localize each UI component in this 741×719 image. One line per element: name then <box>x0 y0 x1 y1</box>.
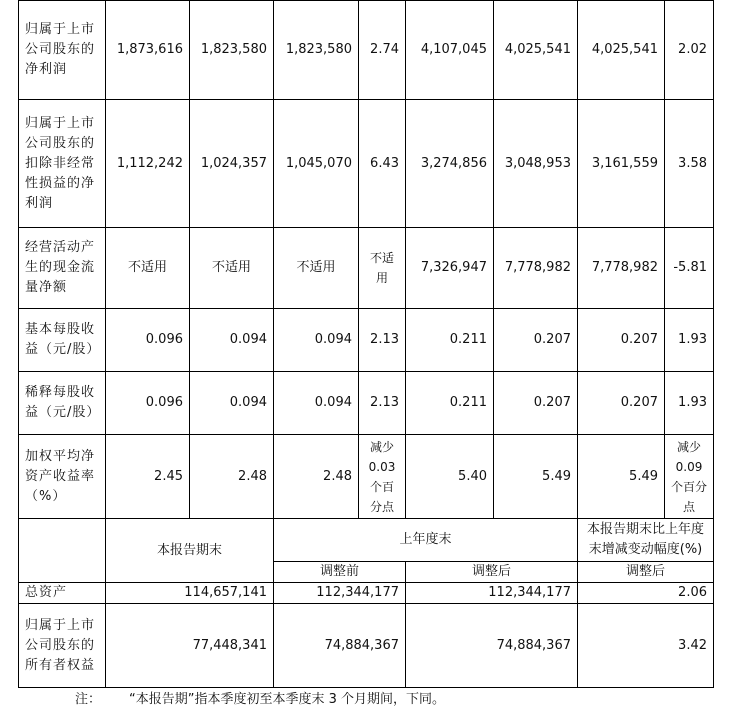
cell: 1,823,580 <box>190 1 274 100</box>
cell: 5.40 <box>406 435 494 519</box>
cell: 2.74 <box>359 1 406 100</box>
cell: 5.49 <box>494 435 578 519</box>
cell: 112,344,177 <box>274 583 406 604</box>
row-label: 归属于上市公司股东的净利润 <box>19 1 106 100</box>
cell: 3.58 <box>665 100 714 228</box>
cell: 6.43 <box>359 100 406 228</box>
cell: 5.49 <box>578 435 665 519</box>
cell: 0.207 <box>494 309 578 372</box>
cell: 0.207 <box>494 372 578 435</box>
header-change-pct: 本报告期末比上年度末增减变动幅度(%) <box>578 519 714 562</box>
row-label: 稀释每股收益（元/股） <box>19 372 106 435</box>
row-label: 基本每股收益（元/股） <box>19 309 106 372</box>
cell: 不适用 <box>359 228 406 309</box>
header-prior-year-end: 上年度末 <box>274 519 578 562</box>
cell: 2.02 <box>665 1 714 100</box>
cell: 0.096 <box>106 372 190 435</box>
row-label: 归属于上市公司股东的所有者权益 <box>19 604 106 688</box>
financial-data-table <box>18 0 714 688</box>
table-row <box>19 435 714 519</box>
cell: 3,161,559 <box>578 100 665 228</box>
cell: 不适用 <box>274 228 359 309</box>
row-label: 归属于上市公司股东的扣除非经常性损益的净利润 <box>19 100 106 228</box>
cell: 2.06 <box>578 583 714 604</box>
cell: 减少0.09个百分点 <box>665 435 714 519</box>
subheader-change-after-adjustment: 调整后 <box>578 562 714 583</box>
cell: 2.13 <box>359 309 406 372</box>
footnote-text: “本报告期”指本季度初至本季度末 3 个月期间，下同。 <box>129 692 446 707</box>
cell: 0.207 <box>578 372 665 435</box>
cell: 1,045,070 <box>274 100 359 228</box>
cell: 7,326,947 <box>406 228 494 309</box>
cell: 0.096 <box>106 309 190 372</box>
cell: 2.45 <box>106 435 190 519</box>
cell: 74,884,367 <box>274 604 406 688</box>
subheader-after-adjustment: 调整后 <box>406 562 578 583</box>
cell: 1,024,357 <box>190 100 274 228</box>
cell: 77,448,341 <box>106 604 274 688</box>
cell: 0.211 <box>406 372 494 435</box>
cell: 1.93 <box>665 372 714 435</box>
cell: 112,344,177 <box>406 583 578 604</box>
row-label: 加权平均净资产收益率（%） <box>19 435 106 519</box>
table-row <box>19 372 714 435</box>
cell: 4,107,045 <box>406 1 494 100</box>
blank-header-cell <box>19 519 106 583</box>
table-row <box>19 583 714 604</box>
cell: 3.42 <box>578 604 714 688</box>
cell: 4,025,541 <box>494 1 578 100</box>
row-label: 总资产 <box>19 583 106 604</box>
footnote <box>75 690 445 710</box>
cell: 2.48 <box>190 435 274 519</box>
cell: 不适用 <box>106 228 190 309</box>
header-current-period: 本报告期末 <box>106 519 274 583</box>
cell: 0.094 <box>274 309 359 372</box>
row-label: 经营活动产生的现金流量净额 <box>19 228 106 309</box>
table-row <box>19 1 714 100</box>
table-row <box>19 604 714 688</box>
cell: 3,048,953 <box>494 100 578 228</box>
cell: -5.81 <box>665 228 714 309</box>
table-row <box>19 228 714 309</box>
cell: 减少0.03个百分点 <box>359 435 406 519</box>
cell: 114,657,141 <box>106 583 274 604</box>
cell: 0.211 <box>406 309 494 372</box>
cell: 2.48 <box>274 435 359 519</box>
cell: 2.13 <box>359 372 406 435</box>
cell: 74,884,367 <box>406 604 578 688</box>
cell: 7,778,982 <box>578 228 665 309</box>
cell: 1,823,580 <box>274 1 359 100</box>
cell: 1,873,616 <box>106 1 190 100</box>
balance-header-row <box>19 519 714 562</box>
table-row <box>19 309 714 372</box>
cell: 0.094 <box>190 372 274 435</box>
cell: 1.93 <box>665 309 714 372</box>
cell: 3,274,856 <box>406 100 494 228</box>
cell: 不适用 <box>190 228 274 309</box>
cell: 0.094 <box>274 372 359 435</box>
cell: 0.094 <box>190 309 274 372</box>
subheader-before-adjustment: 调整前 <box>274 562 406 583</box>
cell: 0.207 <box>578 309 665 372</box>
cell: 7,778,982 <box>494 228 578 309</box>
table-row <box>19 100 714 228</box>
footnote-tag: 注： <box>75 692 102 707</box>
cell: 4,025,541 <box>578 1 665 100</box>
cell: 1,112,242 <box>106 100 190 228</box>
